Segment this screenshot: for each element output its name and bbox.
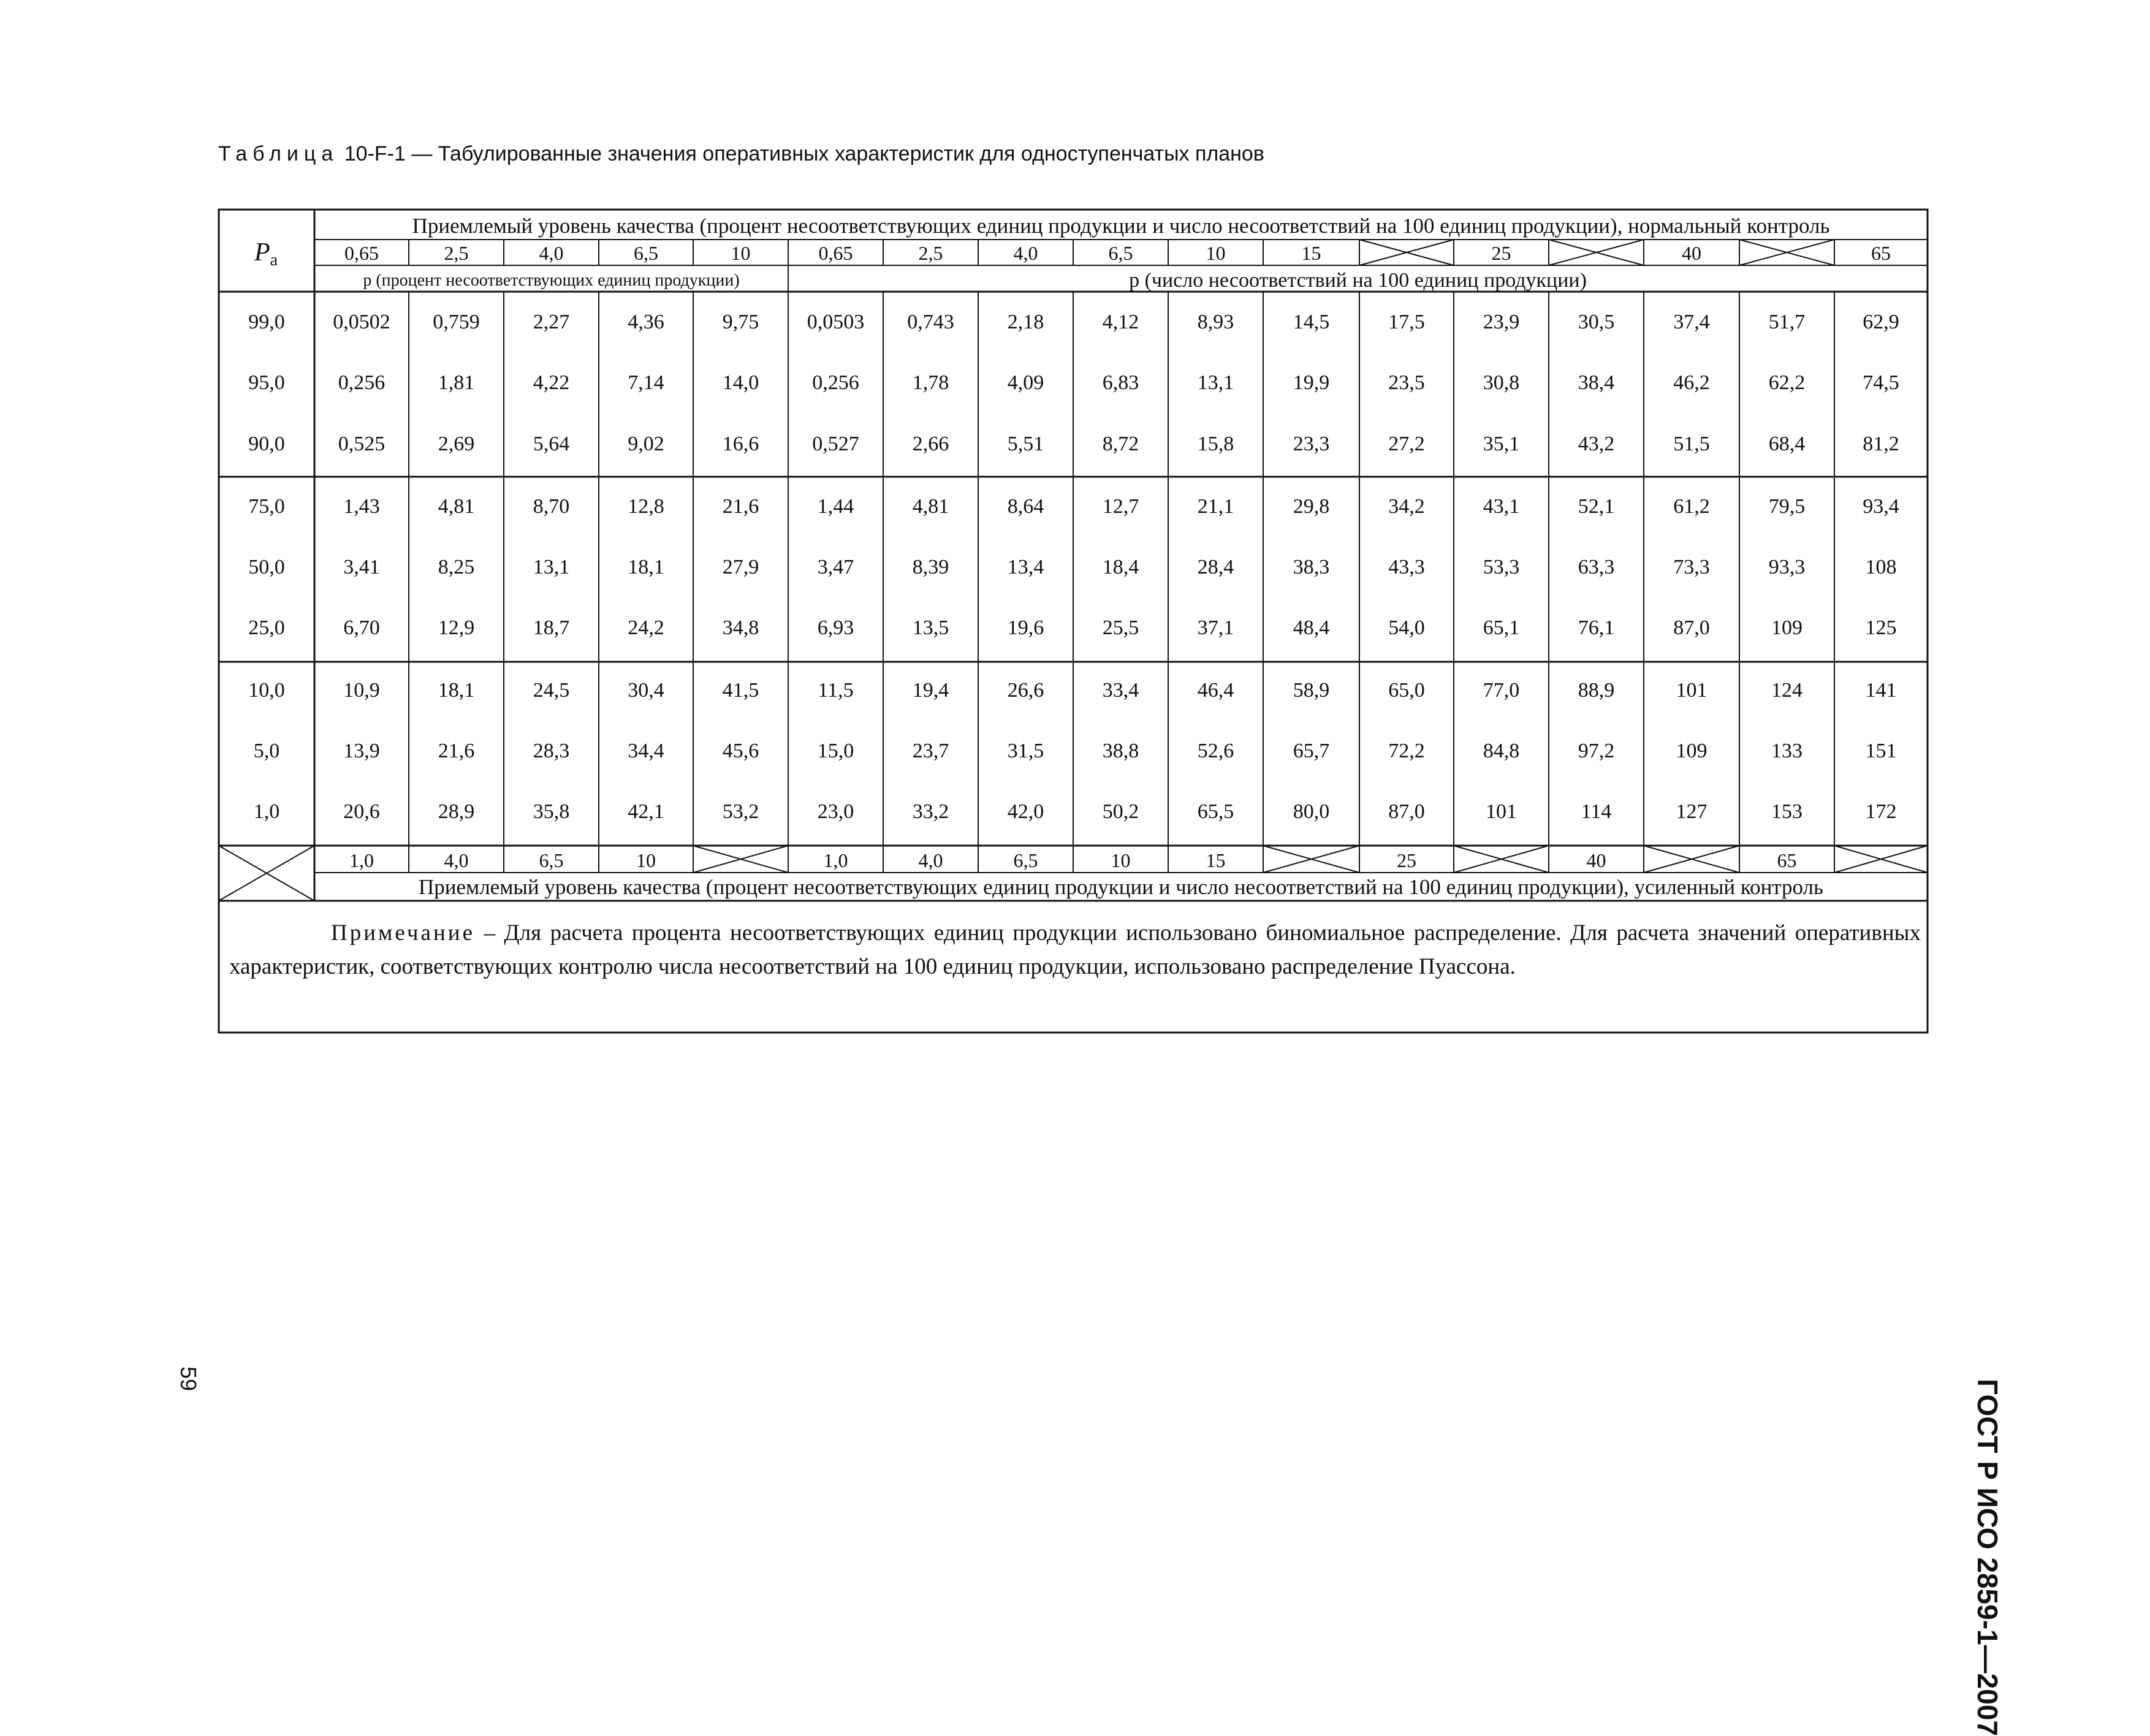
normal-aql-label: 2,5 [918,242,943,264]
table-cell: 80,0 [1293,800,1330,823]
pa-value: 10,0 [248,679,285,702]
table-cell: 18,1 [438,679,475,702]
table-cell: 19,6 [1007,616,1044,639]
pa-subscript: a [270,251,278,270]
table-cell: 87,0 [1388,800,1425,823]
table-cell: 37,1 [1197,616,1234,639]
table-cell: 101 [1486,800,1517,823]
tightened-cross [693,846,788,873]
tightened-aql-label: 4,0 [444,849,469,871]
table-cell: 52,6 [1197,740,1234,762]
table-cell: 108 [1865,556,1897,578]
table-cell: 13,4 [1007,556,1044,578]
table-cell: 53,3 [1483,556,1520,578]
table-cell: 38,3 [1293,556,1330,578]
tightened-aql-label: 4,0 [918,849,943,871]
table-cell: 34,8 [722,616,759,639]
normal-cross [1549,240,1644,265]
table-cell: 19,9 [1293,371,1330,394]
pa-value: 1,0 [253,800,280,823]
note-text: – Для расчета процента несоответствующих единиц продукции использовано биномиальное распределение. Для расчета значений оперативных характеристик, соответствующих контролю числа несоответствий на 100 единиц продукции, использовано распределение Пуассона. [229,920,1921,979]
tightened-aql-label: 1,0 [823,849,848,871]
normal-aql-label: 25 [1491,242,1511,264]
tightened-aql-label: 1,0 [349,849,374,871]
table-cell: 124 [1771,679,1802,702]
table-cell: 74,5 [1863,371,1899,394]
table-cell: 3,41 [343,556,380,578]
normal-aql-label: 6,5 [634,242,658,264]
corner-cross [219,846,314,901]
table-cell: 1,78 [912,371,949,394]
table-cell: 58,9 [1293,679,1330,702]
normal-aql-label: 4,0 [1013,242,1038,264]
header-normal-control: Приемлемый уровень качества (процент несоответствующих единиц продукции и число несоответствий на 100 единиц продукции), нормальный контроль [412,214,1830,238]
table-cell: 14,5 [1293,311,1330,333]
table-cell: 5,51 [1007,433,1044,455]
table-cell: 48,4 [1293,616,1330,639]
table-cell: 28,3 [533,740,570,762]
table-cell: 16,6 [722,433,759,455]
table-cell: 76,1 [1578,616,1615,639]
page-number: 59 [176,1366,201,1392]
table-cell: 0,0503 [807,311,865,333]
table-cell: 109 [1771,616,1802,639]
normal-aql-label: 40 [1682,242,1701,264]
table-cell: 114 [1581,800,1612,823]
table-cell: 12,7 [1102,495,1139,518]
table-cell: 54,0 [1388,616,1425,639]
table-cell: 109 [1676,740,1707,762]
table-cell: 4,12 [1102,311,1139,333]
pa-value: 50,0 [248,556,285,578]
table-cell: 5,64 [533,433,570,455]
table-cell: 12,8 [628,495,664,518]
table-cell: 172 [1865,800,1897,823]
table-cell: 15,8 [1197,433,1234,455]
table-cell: 33,2 [912,800,949,823]
table-cell: 30,4 [628,679,664,702]
table-cell: 8,93 [1197,311,1234,333]
pa-value: 95,0 [248,371,285,394]
table-cell: 6,93 [817,616,854,639]
table-cell: 14,0 [722,371,759,394]
table-cell: 0,743 [907,311,954,333]
table-cell: 46,2 [1673,371,1710,394]
normal-aql-label: 10 [731,242,751,264]
table-cell: 25,5 [1102,616,1139,639]
table-cell: 8,64 [1007,495,1044,518]
table-cell: 68,4 [1768,433,1806,455]
table-note [229,916,1921,984]
table-cell: 125 [1865,616,1897,639]
table-cell: 17,5 [1388,311,1425,333]
table-cell: 0,256 [338,371,386,394]
table-cell: 127 [1676,800,1707,823]
table-cell: 42,1 [628,800,664,823]
table-cell: 23,0 [817,800,854,823]
table-cell: 12,9 [438,616,475,639]
footer-tightened-control: Приемлемый уровень качества (процент несоответствующих единиц продукции и число несоответствий на 100 единиц продукции), усиленный контроль [419,875,1823,899]
p-count-label: p (число несоответствий на 100 единиц продукции) [1129,269,1587,292]
table-cell: 62,2 [1768,371,1806,394]
table-cell: 8,39 [912,556,949,578]
table-cell: 151 [1865,740,1897,762]
table-cell: 88,9 [1578,679,1615,702]
table-cell: 0,759 [433,311,480,333]
pa-header: Pa [254,238,278,270]
table-cell: 43,3 [1388,556,1425,578]
table-cell: 65,0 [1388,679,1425,702]
table-cell: 65,7 [1293,740,1330,762]
normal-cross [1739,240,1834,265]
table-cell: 13,9 [343,740,380,762]
table-cell: 46,4 [1197,679,1234,702]
table-cell: 20,6 [343,800,380,823]
table-cell: 51,7 [1768,311,1806,333]
table-cell: 15,0 [817,740,854,762]
table-cell: 97,2 [1578,740,1615,762]
p-percent-label: p (процент несоответствующих единиц продукции) [363,271,740,290]
table-cell: 38,4 [1578,371,1615,394]
table-cell: 65,1 [1483,616,1520,639]
document-code: ГОСТ Р ИСО 2859-1—2007 [1972,1379,2004,1736]
tightened-aql-label: 10 [1111,849,1131,871]
pa-value: 25,0 [248,616,285,639]
table-cell: 81,2 [1863,433,1899,455]
table-cell: 73,3 [1673,556,1710,578]
table-cell: 21,6 [722,495,759,518]
table-cell: 31,5 [1007,740,1044,762]
normal-aql-label: 2,5 [444,242,469,264]
table-cell: 13,1 [533,556,570,578]
tightened-cross [1644,846,1739,873]
normal-aql-label: 0,65 [344,242,379,264]
table-cell: 45,6 [722,740,759,762]
table-cell: 61,2 [1673,495,1710,518]
table-cell: 8,25 [438,556,475,578]
table-cell: 4,81 [912,495,949,518]
table-cell: 28,9 [438,800,475,823]
table-cell: 8,70 [533,495,570,518]
table-cell: 1,43 [343,495,380,518]
table-cell: 53,2 [722,800,759,823]
table-cell: 0,527 [812,433,859,455]
table-cell: 9,02 [628,433,664,455]
normal-aql-label: 4,0 [539,242,564,264]
table-cell: 23,9 [1483,311,1520,333]
table-cell: 93,3 [1768,556,1806,578]
normal-aql-label: 0,65 [818,242,853,264]
caption-label: Таблица [218,142,339,165]
table-cell: 43,1 [1483,495,1520,518]
table-cell: 133 [1771,740,1802,762]
table-cell: 0,0502 [333,311,390,333]
table-cell: 153 [1771,800,1802,823]
tightened-aql-label: 25 [1397,849,1416,871]
table-cell: 4,22 [533,371,570,394]
table-cell: 50,2 [1102,800,1139,823]
note-label: Примечание [331,920,475,946]
table-cell: 28,4 [1197,556,1234,578]
table-cell: 24,5 [533,679,570,702]
table-cell: 23,3 [1293,433,1330,455]
tightened-aql-label: 40 [1586,849,1606,871]
table-cell: 18,1 [628,556,664,578]
table-cell: 1,44 [817,495,854,518]
table-cell: 84,8 [1483,740,1520,762]
table-cell: 0,256 [812,371,859,394]
table-cell: 37,4 [1673,311,1710,333]
tightened-aql-label: 65 [1777,849,1797,871]
table-cell: 23,7 [912,740,949,762]
table-cell: 38,8 [1102,740,1139,762]
tightened-cross [1454,846,1549,873]
table-cell: 30,8 [1483,371,1520,394]
table-cell: 63,3 [1578,556,1615,578]
table-cell: 24,2 [628,616,664,639]
table-cell: 27,9 [722,556,759,578]
table-cell: 29,8 [1293,495,1330,518]
pa-value: 75,0 [248,495,285,518]
normal-aql-label: 65 [1871,242,1891,264]
table-cell: 101 [1676,679,1707,702]
table-cell: 3,47 [817,556,854,578]
table-cell: 77,0 [1483,679,1520,702]
table-cell: 41,5 [722,679,759,702]
table-cell: 87,0 [1673,616,1710,639]
table-cell: 13,1 [1197,371,1234,394]
table-cell: 79,5 [1768,495,1806,518]
table-cell: 7,14 [628,371,664,394]
tightened-aql-label: 6,5 [539,849,564,871]
table-cell: 18,7 [533,616,570,639]
tightened-cross [1263,846,1359,873]
tightened-aql-label: 10 [636,849,656,871]
table-cell: 33,4 [1102,679,1139,702]
table-cell: 6,70 [343,616,380,639]
tightened-cross [1834,846,1928,873]
table-cell: 62,9 [1863,311,1899,333]
table-cell: 93,4 [1863,495,1899,518]
pa-value: 5,0 [253,740,280,762]
pa-value: 99,0 [248,311,285,333]
table-cell: 42,0 [1007,800,1044,823]
tightened-aql-label: 6,5 [1013,849,1038,871]
table-cell: 19,4 [912,679,949,702]
table-cell: 4,36 [628,311,664,333]
table-cell: 35,8 [533,800,570,823]
table-cell: 18,4 [1102,556,1139,578]
table-cell: 26,6 [1007,679,1044,702]
table-cell: 2,18 [1007,311,1044,333]
normal-aql-label: 6,5 [1108,242,1133,264]
table-cell: 11,5 [818,679,854,702]
table-cell: 10,9 [343,679,380,702]
table-cell: 8,72 [1102,433,1139,455]
normal-aql-label: 15 [1301,242,1321,264]
table-cell: 13,5 [912,616,949,639]
table-cell: 72,2 [1388,740,1425,762]
table-cell: 4,81 [438,495,475,518]
table-cell: 4,09 [1007,371,1044,394]
table-cell: 9,75 [722,311,759,333]
table-cell: 6,83 [1102,371,1139,394]
table-cell: 35,1 [1483,433,1520,455]
table-cell: 23,5 [1388,371,1425,394]
table-cell: 43,2 [1578,433,1615,455]
pa-value: 90,0 [248,433,285,455]
table-cell: 51,5 [1673,433,1710,455]
normal-aql-label: 10 [1206,242,1226,264]
table-cell: 27,2 [1388,433,1425,455]
tightened-aql-label: 15 [1206,849,1226,871]
caption-text: 10-F-1 — Табулированные значения оперативных характеристик для одноступенчатых планов [344,142,1264,165]
table-cell: 21,6 [438,740,475,762]
table-cell: 0,525 [338,433,386,455]
table-cell: 141 [1865,679,1897,702]
table-cell: 2,27 [533,311,570,333]
table-cell: 65,5 [1197,800,1234,823]
normal-cross [1359,240,1454,265]
table-cell: 34,4 [628,740,664,762]
table-cell: 34,2 [1388,495,1425,518]
table-cell: 1,81 [438,371,475,394]
table-cell: 2,66 [912,433,949,455]
table-cell: 21,1 [1197,495,1234,518]
table-cell: 52,1 [1578,495,1615,518]
table-cell: 30,5 [1578,311,1615,333]
table-cell: 2,69 [438,433,475,455]
